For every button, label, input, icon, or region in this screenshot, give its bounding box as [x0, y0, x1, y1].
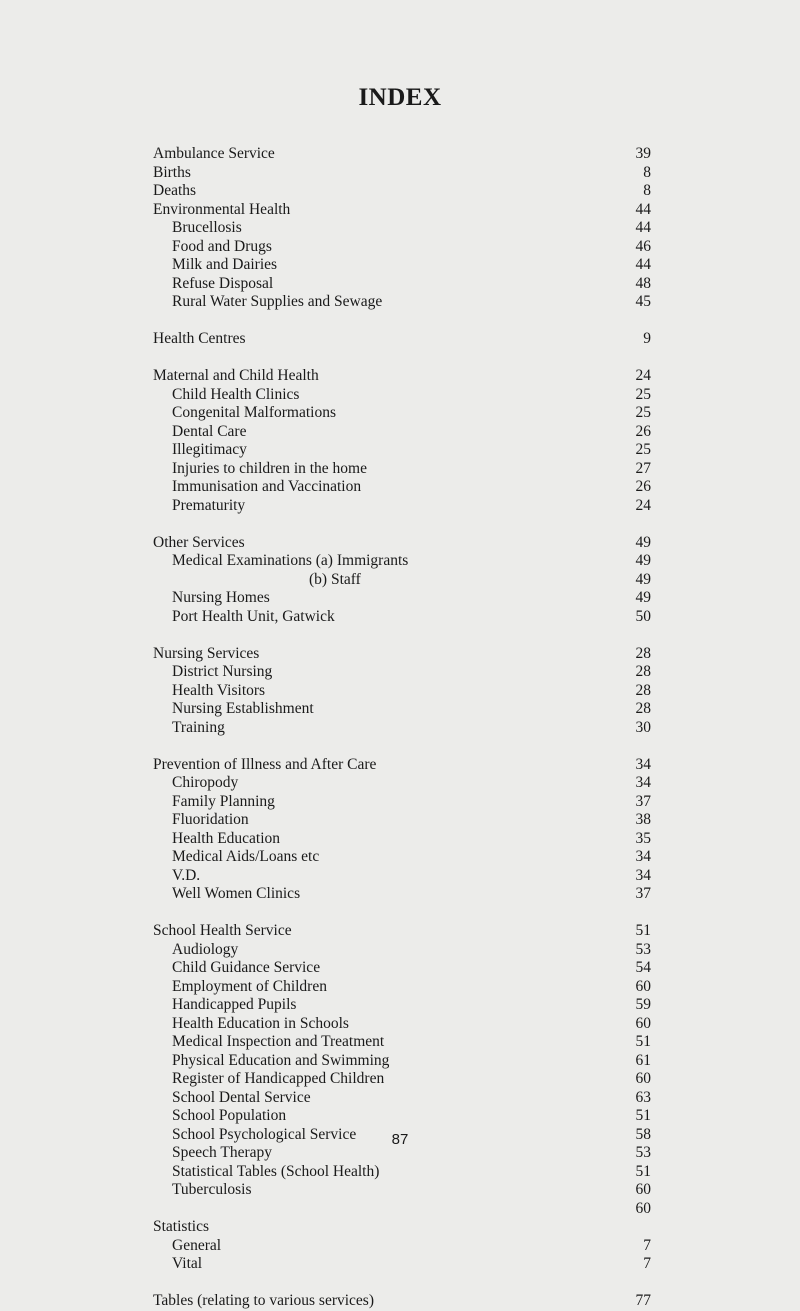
index-entry [0, 386, 800, 405]
index-entry-page: 35 [635, 829, 651, 847]
index-entry-label: General [172, 1236, 222, 1254]
index-entry-page: 44 [635, 256, 651, 273]
index-entry-page: 53 [635, 1144, 651, 1161]
index-entry-label: Congenital Malformations [172, 404, 337, 421]
index-entry [0, 1163, 800, 1182]
index-entry [0, 164, 800, 183]
index-entry-page: 34 [635, 774, 651, 791]
index-entry [0, 367, 800, 386]
index-entry-label: Health Education [172, 829, 281, 847]
index-entry-page: 51 [635, 922, 651, 939]
page-number: 87 [391, 1131, 409, 1148]
index-entry [0, 1181, 800, 1200]
index-entry [0, 497, 800, 516]
index-entry-label: Food and Drugs [172, 237, 272, 255]
index-entry [0, 1070, 800, 1089]
index-entry-label: Deaths [153, 182, 197, 199]
index-entry [0, 534, 800, 553]
index-entry-page: 24 [635, 367, 651, 384]
index-entry-page: 45 [635, 293, 651, 310]
index-entry-page: 53 [635, 940, 651, 958]
index-entry-label: Prematurity [172, 496, 246, 514]
index-entry-label: Speech Therapy [172, 1144, 272, 1161]
index-entry-page: 54 [635, 959, 651, 976]
index-entry-page: 34 [635, 848, 651, 865]
index-entry [0, 238, 800, 257]
index-entry [0, 848, 800, 867]
index-entry-page: 77 [635, 1292, 651, 1309]
index-entry [0, 1255, 800, 1274]
index-entry-page: 7 [643, 1255, 651, 1272]
index-entry [0, 719, 800, 738]
index-entry-label: Medical Examinations (a) Immigrants [172, 552, 409, 569]
index-entry [0, 608, 800, 627]
index-entry-label: Injuries to children in the home [172, 459, 367, 477]
index-entry-label: District Nursing [172, 663, 273, 680]
index-entry-label: Refuse Disposal [172, 274, 274, 292]
index-entry-page: 28 [635, 644, 651, 662]
index-entry-page: 51 [635, 1107, 651, 1124]
page-title: INDEX [358, 84, 442, 111]
index-entry-label: Rural Water Supplies and Sewage [172, 293, 383, 310]
index-entry-page: 46 [635, 237, 651, 255]
index-entry-page: 49 [635, 552, 651, 569]
index-entry-page: 34 [635, 866, 651, 884]
index-entry [0, 201, 800, 220]
index-entry-label: (b) Staff [309, 570, 361, 588]
index-entry-label: Births [153, 163, 191, 181]
index-entry [0, 1015, 800, 1034]
index-entry-label: Immunisation and Vaccination [172, 478, 362, 495]
index-entry-page: 9 [643, 330, 651, 347]
index-entry [0, 441, 800, 460]
index-entry-page: 51 [635, 1162, 651, 1180]
index-entry [0, 219, 800, 238]
index-entry [0, 756, 800, 775]
index-entry-label: School Psychological Service [172, 1125, 357, 1143]
index-entry-label: School Dental Service [172, 1088, 311, 1106]
index-entry [0, 830, 800, 849]
index-entry-page: 34 [635, 755, 651, 773]
index-entry [0, 885, 800, 904]
index-entry-label: Employment of Children [172, 977, 327, 995]
index-entry [0, 589, 800, 608]
index-entry [0, 404, 800, 423]
index-entry-page: 7 [643, 1236, 651, 1254]
index-entry-label: Statistics [153, 1218, 209, 1235]
index-entry-label: Statistical Tables (School Health) [172, 1162, 380, 1180]
index-entry-page: 60 [635, 1199, 651, 1217]
index-entry-label: Handicapped Pupils [172, 996, 297, 1013]
index-entry-label: School Health Service [153, 922, 292, 939]
index-entry [0, 552, 800, 571]
index-entry-page: 24 [635, 496, 651, 514]
index-entry [0, 793, 800, 812]
index-entry [0, 978, 800, 997]
index-entry [0, 1218, 800, 1237]
index-entry-label: Physical Education and Swimming [172, 1051, 390, 1069]
index-entry-page: 49 [635, 589, 651, 606]
index-entry [0, 182, 800, 201]
index-entry-page: 37 [635, 792, 651, 810]
index-entry [0, 571, 800, 590]
index-entry [0, 1292, 800, 1311]
index-entry-label: Tables (relating to various services) [153, 1292, 375, 1309]
index-entry-page: 60 [635, 1181, 651, 1198]
index-entry [0, 700, 800, 719]
index-entry-label: Audiology [172, 940, 239, 958]
index-entry-label: Medical Aids/Loans etc [172, 848, 320, 865]
index-entry [0, 774, 800, 793]
index-entry-page: 61 [635, 1051, 651, 1069]
index-entry-label: Nursing Establishment [172, 700, 314, 717]
index-entry-label: Other Services [153, 533, 245, 551]
index-entry [0, 811, 800, 830]
index-entry-label: Dental Care [172, 422, 247, 440]
index-entry-page: 39 [635, 145, 651, 162]
index-entry-page: 58 [635, 1125, 651, 1143]
index-entry-page: 44 [635, 219, 651, 236]
index-entry [0, 663, 800, 682]
index-entry-label: V.D. [172, 866, 201, 884]
index-entry [0, 1052, 800, 1071]
index-entry [0, 1033, 800, 1052]
index-entry-label: Nursing Homes [172, 589, 270, 606]
index-entry-label: Training [172, 718, 225, 736]
index-entry [0, 959, 800, 978]
index-entry [0, 1200, 800, 1219]
index-entry-page: 27 [635, 459, 651, 477]
index-entry [0, 867, 800, 886]
index-entry-page: 48 [635, 274, 651, 292]
index-entry [0, 996, 800, 1015]
index-entry-label: Medical Inspection and Treatment [172, 1033, 385, 1050]
index-entry-page: 50 [635, 607, 651, 625]
index-entry-page: 25 [635, 441, 651, 458]
index-entry-label: Child Guidance Service [172, 959, 321, 976]
index-entry-page: 25 [635, 385, 651, 403]
index-entry-label: Brucellosis [172, 219, 242, 236]
index-entry-page: 59 [635, 996, 651, 1013]
index-entry-label: Tuberculosis [172, 1181, 252, 1198]
index-entry-label: Child Health Clinics [172, 385, 300, 403]
index-entry-label: Illegitimacy [172, 441, 247, 458]
index-entry-page: 25 [635, 404, 651, 421]
index-entry-page: 38 [635, 811, 651, 828]
index-entry-page: 60 [635, 1014, 651, 1032]
index-entry-page: 60 [635, 977, 651, 995]
index-entry-label: Register of Handicapped Children [172, 1070, 385, 1087]
index-entry-label: Maternal and Child Health [153, 367, 319, 384]
index-entry-page: 28 [635, 663, 651, 680]
index-entry-page: 49 [635, 570, 651, 588]
index-entry [0, 330, 800, 349]
index-entry-label: Fluoridation [172, 811, 249, 828]
index-entry [0, 922, 800, 941]
index-entry-page: 63 [635, 1088, 651, 1106]
index-entry [0, 145, 800, 164]
index-entry [0, 293, 800, 312]
index-entry-page: 28 [635, 681, 651, 699]
index-entry-page: 28 [635, 700, 651, 717]
index-entry [0, 275, 800, 294]
index-entry-label: School Population [172, 1107, 287, 1124]
index-entry [0, 682, 800, 701]
index-entry-label: Chiropody [172, 774, 239, 791]
index-entry-label: Prevention of Illness and After Care [153, 755, 377, 773]
index-entry [0, 1089, 800, 1108]
index-entry [0, 478, 800, 497]
index-entry-page: 26 [635, 478, 651, 495]
index-entry-label: Health Visitors [172, 681, 266, 699]
index-entry [0, 460, 800, 479]
index-entry-label: Nursing Services [153, 644, 260, 662]
index-entry-label: Family Planning [172, 792, 275, 810]
index-entry-page: 49 [635, 533, 651, 551]
index-entry [0, 645, 800, 664]
index-entry-label: Environmental Health [153, 200, 291, 218]
index-entry [0, 1107, 800, 1126]
index-entry-label: Health Centres [153, 330, 246, 347]
index-entry-label: Vital [172, 1255, 203, 1272]
index-entry [0, 256, 800, 275]
index-entry-page: 8 [643, 182, 651, 199]
index-entry [0, 423, 800, 442]
index-entry-label: Well Women Clinics [172, 885, 301, 902]
index-entry-page: 51 [635, 1033, 651, 1050]
index-entry-label: Port Health Unit, Gatwick [172, 607, 335, 625]
index-entry-label: Ambulance Service [153, 145, 275, 162]
index-entry-page: 37 [635, 885, 651, 902]
index-entry-page: 60 [635, 1070, 651, 1087]
index-entry-label: Health Education in Schools [172, 1014, 349, 1032]
index-entry [0, 941, 800, 960]
index-entry [0, 1237, 800, 1256]
index-entry-label: Milk and Dairies [172, 256, 278, 273]
index-entry-page: 26 [635, 422, 651, 440]
index-entry-page: 30 [635, 718, 651, 736]
index-entry-page: 8 [643, 163, 651, 181]
index-entry-page: 44 [635, 200, 651, 218]
